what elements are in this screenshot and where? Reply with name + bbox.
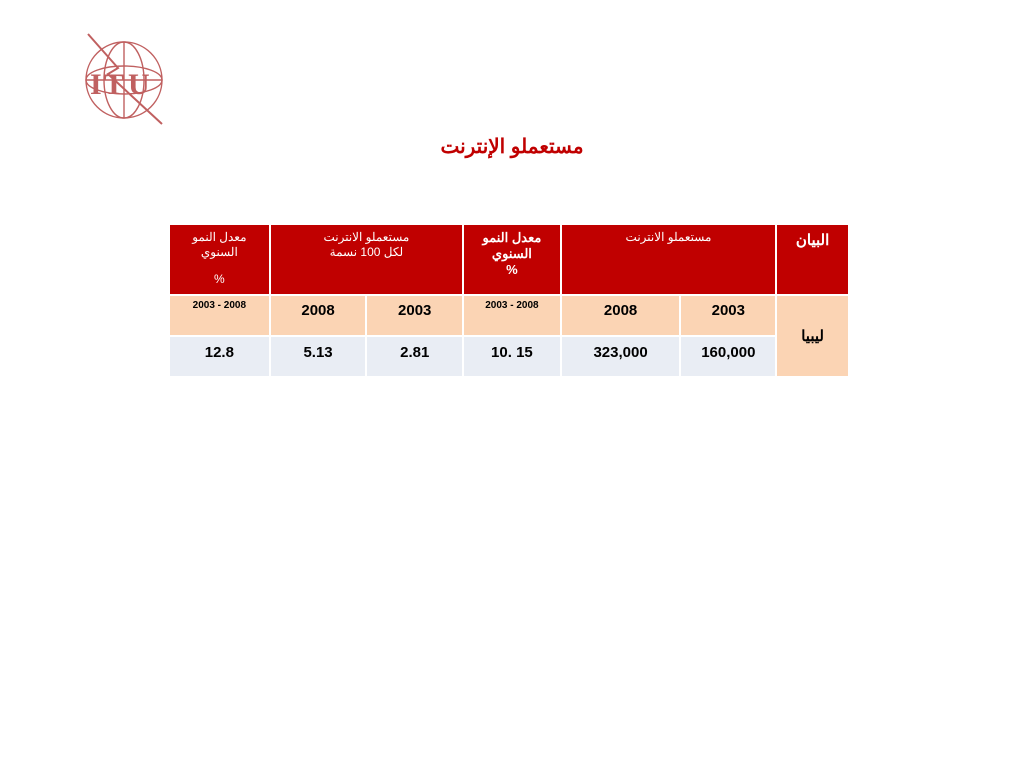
value-per100-2003: 2.81 — [366, 336, 463, 377]
growth-period-per100: 2008 - 2003 — [169, 295, 270, 336]
value-per100-2008: 5.13 — [270, 336, 367, 377]
table-header-row — [169, 224, 849, 295]
header-growth-rate-per100: معدل النمو السنوي % — [169, 224, 270, 295]
page-title: مستعملو الإنترنت — [440, 136, 584, 158]
year-users-2008: 2008 — [561, 295, 681, 336]
value-users-2003: 160,000 — [680, 336, 776, 377]
internet-users-table — [168, 223, 850, 378]
growth-period-users: 2008 - 2003 — [463, 295, 561, 336]
country-cell: ليبيا — [776, 295, 849, 377]
table-year-row — [169, 295, 849, 336]
header-growth-rate-users: معدل النمو السنوي % — [463, 224, 561, 295]
year-per100-2003: 2003 — [366, 295, 463, 336]
value-growth-rate-users: 15 .10 — [463, 336, 561, 377]
year-per100-2008: 2008 — [270, 295, 367, 336]
value-growth-rate-per100: 12.8 — [169, 336, 270, 377]
svg-text:U: U — [128, 68, 150, 101]
svg-text:I: I — [90, 68, 102, 101]
header-internet-users: مستعملو الانترنت — [561, 224, 776, 295]
table-row — [169, 336, 849, 377]
svg-text:T: T — [104, 68, 125, 101]
year-users-2003: 2003 — [680, 295, 776, 336]
itu-logo — [78, 30, 170, 128]
value-users-2008: 323,000 — [561, 336, 681, 377]
header-label: البيان — [776, 224, 849, 295]
header-users-per-100: مستعملو الانترنت لكل 100 نسمة — [270, 224, 463, 295]
